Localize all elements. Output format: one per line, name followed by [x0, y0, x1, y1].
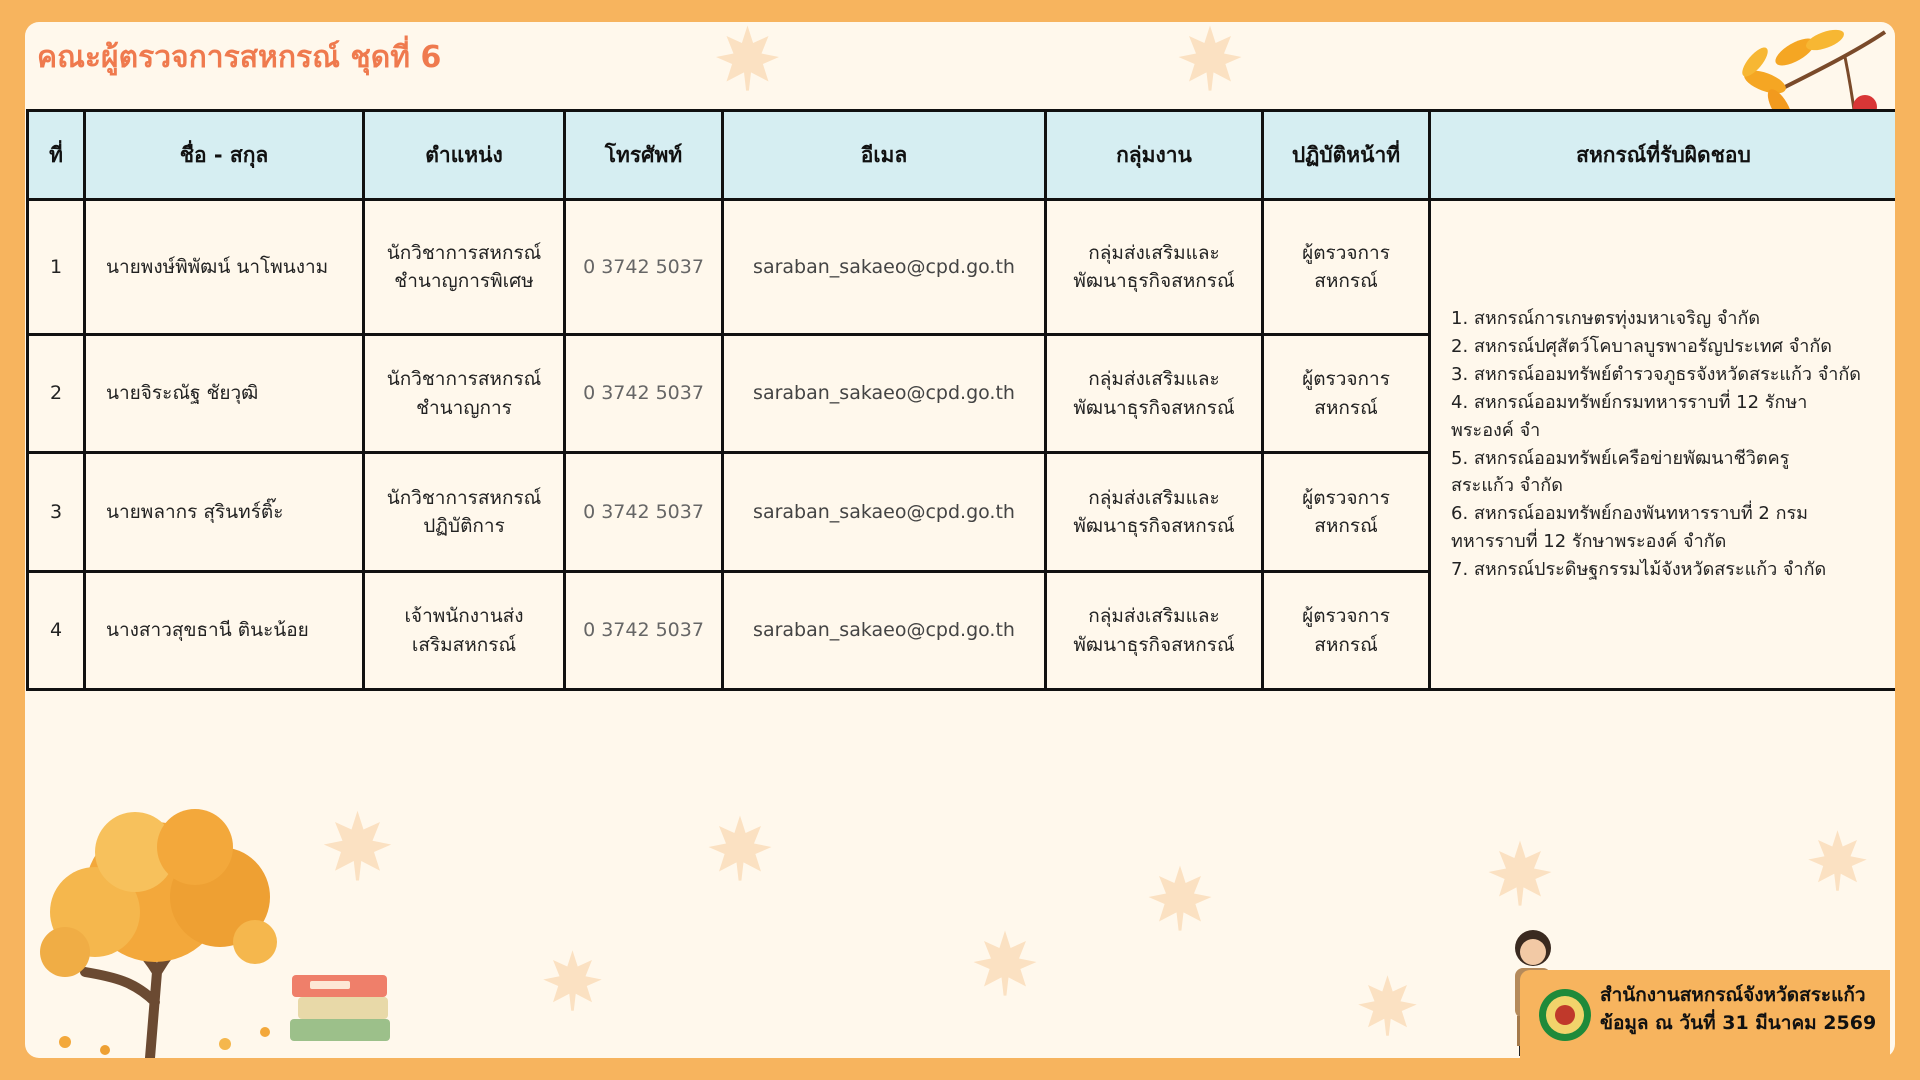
group-line: กลุ่มส่งเสริมและ — [1088, 486, 1220, 509]
office-seal-icon — [1538, 988, 1592, 1042]
cooperative-item: 7. สหกรณ์ประดิษฐกรรมไม้จังหวัดสระแก้ว จำกัด — [1451, 559, 1827, 581]
maple-leaf-icon — [710, 22, 785, 92]
cooperative-item: ทหารราบที่ 12 รักษาพระองค์ จำกัด — [1451, 531, 1727, 553]
row-group — [1046, 572, 1263, 690]
row-group — [1046, 453, 1263, 572]
group-line: พัฒนาธุรกิจสหกรณ์ — [1073, 515, 1235, 537]
header-cooperatives: สหกรณ์ที่รับผิดชอบ — [1430, 111, 1896, 200]
cooperative-item: 1. สหกรณ์การเกษตรทุ่งมหาเจริญ จำกัด — [1451, 308, 1761, 330]
row-group — [1046, 200, 1263, 335]
maple-leaf-icon — [1175, 22, 1245, 92]
row-email: saraban_sakaeo@cpd.go.th — [723, 200, 1046, 335]
cooperative-item: 2. สหกรณ์ปศุสัตว์โคบาลบูรพาอรัญประเทศ จำกัด — [1451, 335, 1832, 357]
footer-office: สำนักงานสหกรณ์จังหวัดสระแก้ว — [1600, 984, 1866, 1006]
footer-date: ข้อมูล ณ วันที่ 31 มีนาคม 2569 — [1600, 1011, 1877, 1034]
page-title: คณะผู้ตรวจการสหกรณ์ ชุดที่ 6 — [37, 40, 442, 75]
row-phone: 0 3742 5037 — [565, 453, 723, 572]
header-group: กลุ่มงาน — [1046, 111, 1263, 200]
cooperative-item: 4. สหกรณ์ออมทรัพย์กรมทหารราบที่ 12 รักษา — [1451, 391, 1808, 413]
row-no: 4 — [28, 572, 85, 690]
duty-line: ผู้ตรวจการ — [1302, 486, 1390, 509]
cooperative-item: สระแก้ว จำกัด — [1451, 475, 1563, 497]
row-name: นายจิระณัฐ ชัยวุฒิ — [85, 335, 364, 453]
maple-leaf-icon — [1355, 972, 1420, 1037]
group-line: กลุ่มส่งเสริมและ — [1088, 368, 1220, 390]
position-line: นักวิชาการสหกรณ์ — [386, 241, 542, 264]
row-no: 2 — [28, 335, 85, 453]
maple-leaf-icon — [1485, 837, 1555, 907]
cooperative-item: 5. สหกรณ์ออมทรัพย์เครือข่ายพัฒนาชีวิตครู — [1451, 447, 1790, 469]
group-line: พัฒนาธุรกิจสหกรณ์ — [1073, 633, 1235, 656]
row-phone: 0 3742 5037 — [565, 200, 723, 335]
group-line: พัฒนาธุรกิจสหกรณ์ — [1073, 270, 1235, 292]
maple-leaf-icon — [1145, 862, 1215, 932]
footer-badge — [1520, 970, 1890, 1058]
row-phone: 0 3742 5037 — [565, 335, 723, 453]
row-phone: 0 3742 5037 — [565, 572, 723, 690]
duty-line: สหกรณ์ — [1314, 270, 1378, 292]
row-name: นายพงษ์พิพัฒน์ นาโพนงาม — [85, 200, 364, 335]
autumn-tree-icon — [25, 802, 305, 1058]
table-row — [28, 200, 1896, 335]
row-duty — [1263, 200, 1430, 335]
cooperatives-cell — [1430, 200, 1896, 690]
header-no: ที่ — [28, 111, 85, 200]
position-line: เสริมสหกรณ์ — [411, 633, 517, 656]
footer-text — [1600, 982, 1876, 1037]
table-header-row — [28, 111, 1896, 200]
maple-leaf-icon — [540, 947, 605, 1012]
maple-leaf-icon — [970, 927, 1040, 997]
row-name: นายพลากร สุรินทร์ติ๊ะ — [85, 453, 364, 572]
cooperative-item: 6. สหกรณ์ออมทรัพย์กองพันทหารราบที่ 2 กรม — [1451, 503, 1809, 525]
maple-leaf-icon — [320, 807, 395, 882]
cooperatives-list — [1451, 305, 1880, 584]
duty-line: ผู้ตรวจการ — [1302, 241, 1390, 264]
header-position: ตำแหน่ง — [364, 111, 565, 200]
row-email: saraban_sakaeo@cpd.go.th — [723, 453, 1046, 572]
row-no: 1 — [28, 200, 85, 335]
row-position — [364, 453, 565, 572]
row-email: saraban_sakaeo@cpd.go.th — [723, 335, 1046, 453]
position-line: ปฏิบัติการ — [423, 515, 505, 537]
maple-leaf-icon — [1805, 827, 1870, 892]
row-duty — [1263, 453, 1430, 572]
position-line: ชำนาญการ — [416, 396, 512, 419]
row-position — [364, 572, 565, 690]
row-position — [364, 200, 565, 335]
group-line: กลุ่มส่งเสริมและ — [1088, 241, 1220, 264]
position-line: นักวิชาการสหกรณ์ — [386, 368, 542, 390]
row-duty — [1263, 335, 1430, 453]
header-duty: ปฏิบัติหน้าที่ — [1263, 111, 1430, 200]
row-name: นางสาวสุขธานี ตินะน้อย — [85, 572, 364, 690]
group-line: พัฒนาธุรกิจสหกรณ์ — [1073, 396, 1235, 419]
position-line: ชำนาญการพิเศษ — [394, 270, 534, 292]
row-duty — [1263, 572, 1430, 690]
duty-line: สหกรณ์ — [1314, 515, 1378, 537]
duty-line: สหกรณ์ — [1314, 396, 1378, 419]
header-phone: โทรศัพท์ — [565, 111, 723, 200]
row-group — [1046, 335, 1263, 453]
position-line: เจ้าพนักงานส่ง — [404, 605, 524, 627]
header-email: อีเมล — [723, 111, 1046, 200]
row-no: 3 — [28, 453, 85, 572]
duty-line: สหกรณ์ — [1314, 633, 1378, 656]
maple-leaf-icon — [705, 812, 775, 882]
header-name: ชื่อ - สกุล — [85, 111, 364, 200]
slide-page — [25, 22, 1895, 1058]
cooperative-item: 3. สหกรณ์ออมทรัพย์ตำรวจภูธรจังหวัดสระแก้ว จำกัด — [1451, 363, 1861, 385]
inspector-table — [26, 109, 1895, 691]
position-line: นักวิชาการสหกรณ์ — [386, 486, 542, 509]
row-position — [364, 335, 565, 453]
group-line: กลุ่มส่งเสริมและ — [1088, 605, 1220, 627]
duty-line: ผู้ตรวจการ — [1302, 605, 1390, 627]
row-email: saraban_sakaeo@cpd.go.th — [723, 572, 1046, 690]
cooperative-item: พระองค์ จำ — [1451, 419, 1541, 441]
duty-line: ผู้ตรวจการ — [1302, 368, 1390, 390]
book-stack-icon — [280, 957, 400, 1047]
